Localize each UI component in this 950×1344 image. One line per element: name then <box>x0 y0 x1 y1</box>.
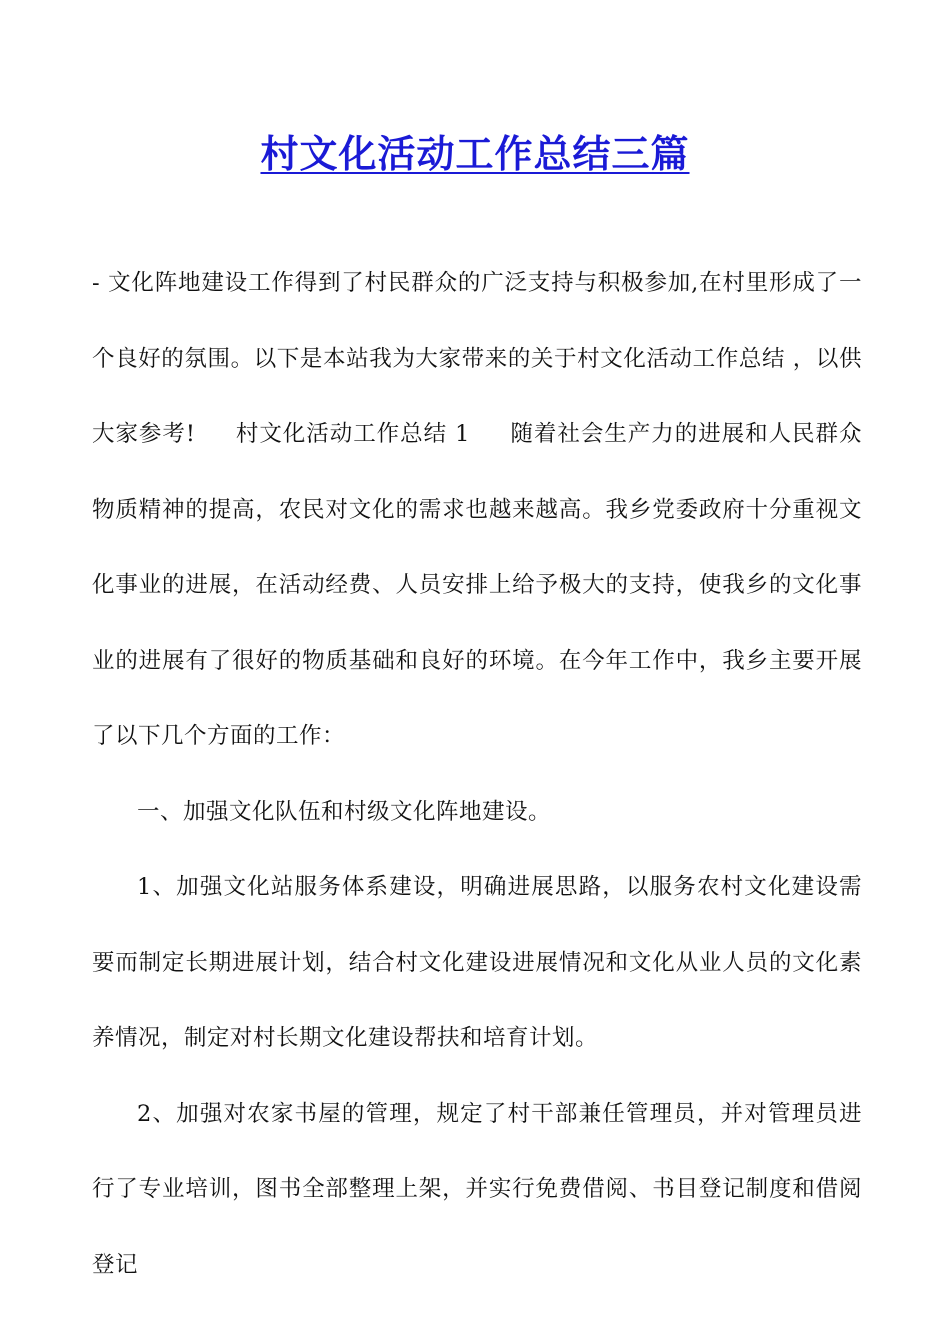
intro-text-2: 随着社会生产力的进展和人民群众物质精神的提高，农民对文化的需求也越来越高。我乡党委政府十分重视文化事业的进展，在活动经费、人员安排上给予极大的支持，使我乡的文化事业的进展有了很好的物质基础和良好的环境。在今年工作中，我乡主要开展了以下几个方面的工作： <box>92 421 862 749</box>
intro-text-1: - 文化阵地建设工作得到了村民群众的广泛支持与积极参加,在村里形成了一个良好的氛围。以下是本站我为大家带来的关于村文化活动工作总结 ，以供大家参考! <box>92 270 862 447</box>
list-item-1: 1、加强文化站服务体系建设，明确进展思路，以服务农村文化建设需要而制定长期进展计划，结合村文化建设进展情况和文化从业人员的文化素养情况，制定对村长期文化建设帮扶和培育计划。 <box>92 874 862 1051</box>
document-body <box>92 246 862 1303</box>
section-heading-1: 一、加强文化队伍和村级文化阵地建设。 <box>137 798 552 825</box>
intro-subtitle: 村文化活动工作总结 1 <box>235 421 470 447</box>
list-item-2: 2、加强对农家书屋的管理，规定了村干部兼任管理员，并对管理员进行了专业培训，图书全部整理上架，并实行免费借阅、书目登记制度和借阅登记 <box>92 1100 862 1278</box>
document-title-link[interactable]: 村文化活动工作总结三篇 <box>260 132 690 176</box>
document-title <box>0 126 950 182</box>
intro-paragraph <box>92 246 862 775</box>
